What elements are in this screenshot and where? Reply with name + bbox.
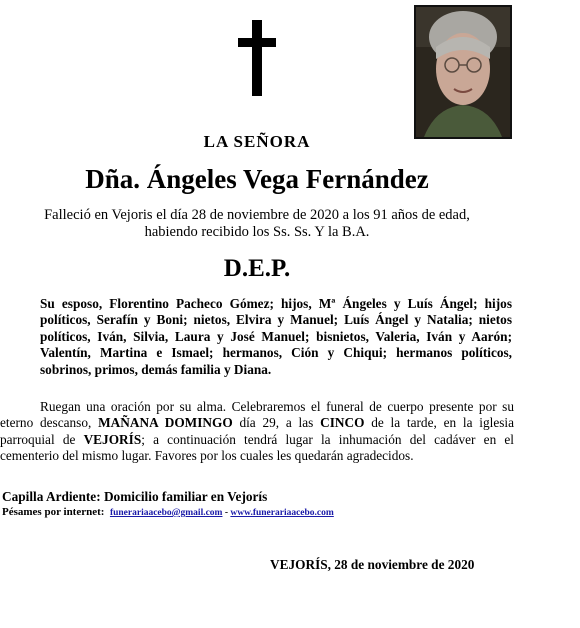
prayer-paragraph <box>0 399 514 465</box>
condolences-label: Pésames por internet: <box>2 506 105 518</box>
website-link[interactable]: www.funerariaacebo.com <box>230 508 334 518</box>
prayer-part-1: Ruegan una oración por su alma. Celebraremos el funeral de cuerpo presente por su eterno descanso, <box>0 399 514 431</box>
dep-heading: D.E.P. <box>223 255 291 282</box>
place-date-footer: VEJORÍS, 28 de noviembre de 2020 <box>270 557 475 572</box>
death-line-1: Falleció en Vejoris el día 28 de noviembre de 2020 a los 91 años de edad, <box>44 207 470 223</box>
funeral-place: VEJORÍS <box>83 431 142 447</box>
email-link[interactable]: funerariaacebo@gmail.com <box>109 508 223 518</box>
prayer-part-3: de la tarde, en la iglesia parroquial de <box>0 415 514 447</box>
family-text: Su esposo, Florentino Pacheco Gómez; hijos, Mª Ángeles y Luís Ángel; hijos políticos, Serafín y Boni; nietos, Elvira y Manuel; Luís Ángel y Natalia; nietos políticos, Iván, Silvia, Laura y José Manuel; bisnietos, Valeria, Iván y Aarón; Valentín, Martina e Ismael; hermanos, Ción y Chiqui; hermanos políticos, sobrinos, primos, demás familia y Diana. <box>40 296 512 377</box>
funeral-time: CINCO <box>320 415 365 431</box>
link-separator: - <box>222 508 231 518</box>
prayer-part-4: ; a continuación tendrá lugar la inhumación del cadáver en el cementerio del mismo lugar. Favores por los cuales les quedarán agradecidos. <box>0 431 514 464</box>
funeral-day: MAÑANA DOMINGO <box>98 415 233 431</box>
deceased-name: Dña. Ángeles Vega Fernández <box>85 164 429 194</box>
portrait-photo <box>414 5 512 139</box>
death-line-2: habiendo recibido los Ss. Ss. Y la B.A. <box>144 224 370 240</box>
prayer-part-2: día 29, a las <box>232 415 321 431</box>
chapel-info: Capilla Ardiente: Domicilio familiar en Vejorís <box>2 489 268 504</box>
family-paragraph <box>0 296 512 378</box>
death-notice <box>0 207 514 241</box>
cross-icon <box>238 20 276 96</box>
condolences-line <box>2 506 334 518</box>
salutation: LA SEÑORA <box>203 132 311 151</box>
